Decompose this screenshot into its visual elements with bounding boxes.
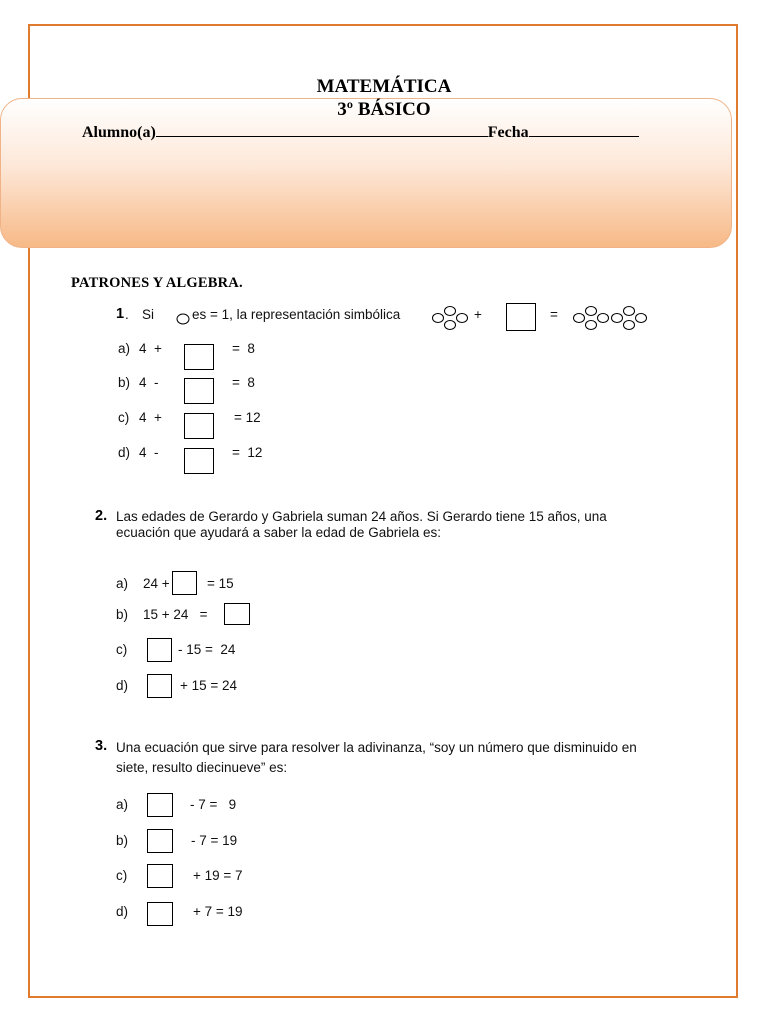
q1-option-c-right: = 12	[234, 410, 261, 425]
q3-number: 3.	[95, 738, 108, 754]
student-name-line[interactable]	[156, 122, 488, 137]
q3-text-line2: siete, resulto diecinueve” es:	[116, 760, 288, 775]
q1-option-d-box[interactable]	[184, 448, 214, 474]
date-line[interactable]	[529, 122, 639, 137]
q1-option-c-left: 4 +	[139, 410, 162, 425]
eight-circles-icon	[573, 305, 655, 331]
q2-option-c-label: c)	[116, 642, 128, 657]
q1-plus: +	[474, 307, 482, 322]
q3-option-a-after: - 7 = 9	[190, 797, 237, 812]
q3-option-b-after: - 7 = 19	[191, 833, 238, 848]
q2-option-a-after: = 15	[207, 576, 234, 591]
q2-option-c-box[interactable]	[147, 638, 172, 662]
q3-option-c-box[interactable]	[147, 864, 173, 888]
grade-title: 3º BÁSICO	[337, 99, 431, 120]
q1-option-d-left: 4 -	[139, 445, 159, 460]
q1-option-a-right: = 8	[232, 341, 255, 356]
q2-option-a-before: 24 +	[143, 576, 170, 591]
q1-option-d-right: = 12	[232, 445, 263, 460]
q1-option-a-box[interactable]	[184, 344, 214, 370]
q3-option-c-label: c)	[116, 868, 128, 883]
q2-option-c-after: - 15 = 24	[178, 642, 236, 657]
q3-option-b-label: b)	[116, 833, 129, 848]
date-label: Fecha	[487, 124, 529, 141]
student-label: Alumno(a)	[82, 124, 156, 141]
single-circle-icon	[176, 313, 190, 325]
q2-text-line1: Las edades de Gerardo y Gabriela suman 24 años. Si Gerardo tiene 15 años, una	[116, 509, 607, 524]
q2-option-b-before: 15 + 24 =	[143, 607, 208, 622]
q1-option-b-box[interactable]	[184, 378, 214, 404]
q1-option-a-left: 4 +	[139, 341, 162, 356]
q1-option-b-label: b)	[118, 375, 131, 390]
q2-text-line2: ecuación que ayudará a saber la edad de Gabriela es:	[116, 525, 441, 540]
q2-option-d-after: + 15 = 24	[180, 678, 238, 693]
q2-option-d-label: d)	[116, 678, 129, 693]
q3-option-d-after: + 7 = 19	[193, 904, 243, 919]
q3-option-d-label: d)	[116, 904, 129, 919]
q2-number: 2.	[95, 508, 108, 524]
q3-option-b-box[interactable]	[147, 829, 173, 853]
q1-number: 1	[116, 306, 125, 322]
subject-title: MATEMÁTICA	[316, 76, 452, 97]
q3-option-a-label: a)	[116, 797, 129, 812]
q2-option-d-box[interactable]	[147, 674, 172, 698]
q1-equals: =	[550, 307, 558, 322]
q1-dot: .	[125, 307, 129, 322]
q1-option-c-label: c)	[118, 410, 130, 425]
q2-option-a-label: a)	[116, 576, 129, 591]
four-circles-icon	[432, 305, 472, 331]
q1-option-a-label: a)	[118, 341, 131, 356]
q3-option-d-box[interactable]	[147, 902, 173, 926]
student-date-row	[82, 122, 639, 142]
q3-option-c-after: + 19 = 7	[193, 868, 243, 883]
q1-statement: es = 1, la representación simbólica	[192, 307, 401, 322]
q3-text-line1: Una ecuación que sirve para resolver la adivinanza, “soy un número que disminuido en	[116, 740, 637, 755]
q2-option-b-label: b)	[116, 607, 129, 622]
q1-option-d-label: d)	[118, 445, 131, 460]
q1-si: Si	[142, 307, 155, 322]
section-title: PATRONES Y ALGEBRA.	[71, 275, 243, 291]
q1-option-b-left: 4 -	[139, 375, 159, 390]
q3-option-a-box[interactable]	[147, 793, 173, 817]
q1-option-c-box[interactable]	[184, 413, 214, 439]
q2-option-a-box[interactable]	[172, 571, 197, 595]
q1-option-b-right: = 8	[232, 375, 255, 390]
q2-option-b-box[interactable]	[224, 603, 250, 625]
q1-answer-box[interactable]	[506, 303, 536, 331]
